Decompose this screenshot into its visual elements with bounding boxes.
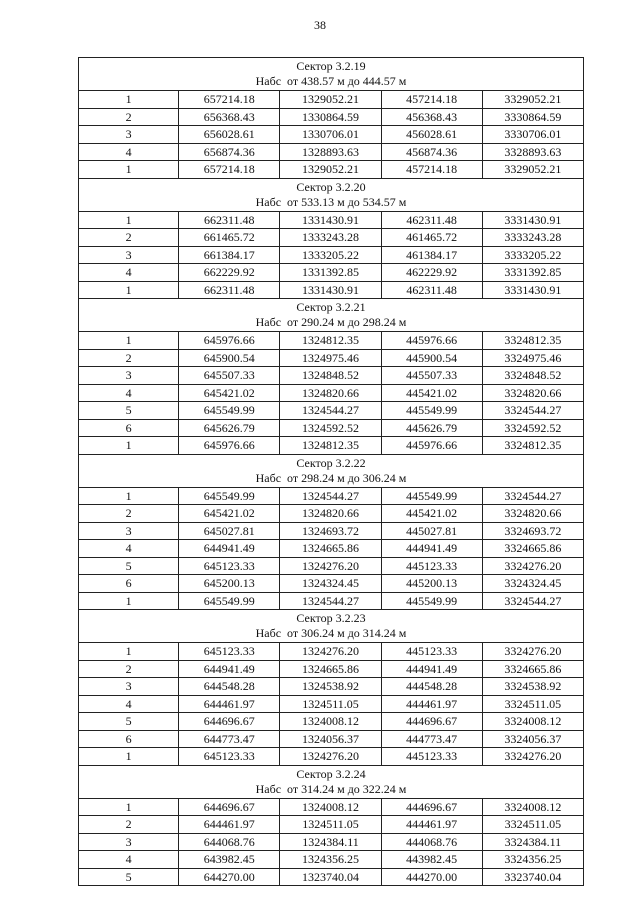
point-number-cell: 1	[79, 91, 179, 109]
coord-y2-cell: 3324056.37	[482, 730, 583, 748]
coord-x-cell: 644270.00	[179, 868, 280, 886]
coord-y-cell: 1324008.12	[280, 713, 381, 731]
coord-x-cell: 645900.54	[179, 349, 280, 367]
coord-y-cell: 1324848.52	[280, 367, 381, 385]
coord-y2-cell: 3328893.63	[482, 143, 583, 161]
coordinates-table-body	[79, 58, 584, 886]
coord-x-cell: 662311.48	[179, 281, 280, 299]
coord-y2-cell: 3324693.72	[482, 522, 583, 540]
table-row	[79, 643, 584, 661]
coord-y-cell: 1324812.35	[280, 332, 381, 350]
sector-height-range: Набс от 438.57 м до 444.57 м	[255, 74, 407, 88]
table-row	[79, 229, 584, 247]
table-row	[79, 161, 584, 179]
point-number-cell: 1	[79, 332, 179, 350]
table-row	[79, 592, 584, 610]
point-number-cell: 6	[79, 730, 179, 748]
sector-height-range: Набс от 306.24 м до 314.24 м	[255, 626, 407, 640]
coord-y2-cell: 3324511.05	[482, 695, 583, 713]
table-row	[79, 264, 584, 282]
point-number-cell: 5	[79, 557, 179, 575]
coord-y-cell: 1324820.66	[280, 384, 381, 402]
coord-y-cell: 1324820.66	[280, 505, 381, 523]
coord-x2-cell: 445421.02	[381, 384, 482, 402]
coord-x2-cell: 444696.67	[381, 713, 482, 731]
coord-y-cell: 1324544.27	[280, 402, 381, 420]
coord-x2-cell: 456028.61	[381, 126, 482, 144]
coord-y-cell: 1331430.91	[280, 211, 381, 229]
coord-x2-cell: 445549.99	[381, 592, 482, 610]
point-number-cell: 4	[79, 851, 179, 869]
table-row	[79, 402, 584, 420]
sector-header	[79, 765, 584, 798]
sector-title: Сектор 3.2.24	[296, 766, 366, 781]
coord-x-cell: 657214.18	[179, 91, 280, 109]
coord-x-cell: 644068.76	[179, 833, 280, 851]
sector-header	[79, 58, 584, 91]
point-number-cell: 1	[79, 643, 179, 661]
coord-y-cell: 1323740.04	[280, 868, 381, 886]
coord-x-cell: 645123.33	[179, 557, 280, 575]
coord-x2-cell: 444773.47	[381, 730, 482, 748]
coord-y2-cell: 3333243.28	[482, 229, 583, 247]
point-number-cell: 1	[79, 211, 179, 229]
table-row	[79, 349, 584, 367]
point-number-cell: 4	[79, 695, 179, 713]
coord-x-cell: 644461.97	[179, 695, 280, 713]
sector-header-row	[79, 610, 584, 643]
sector-height-range: Набс от 533.13 м до 534.57 м	[255, 194, 407, 209]
coord-y-cell: 1324812.35	[280, 437, 381, 455]
sector-title: Сектор 3.2.22	[296, 455, 366, 470]
sector-height-range: Набс от 298.24 м до 306.24 м	[255, 470, 407, 485]
coord-y2-cell: 3324324.45	[482, 575, 583, 593]
sector-title: Сектор 3.2.20	[296, 179, 366, 194]
coord-y-cell: 1328893.63	[280, 143, 381, 161]
coord-y-cell: 1324511.05	[280, 816, 381, 834]
coord-x-cell: 645123.33	[179, 748, 280, 766]
sector-header	[79, 178, 584, 211]
coord-x2-cell: 445900.54	[381, 349, 482, 367]
coord-y-cell: 1333205.22	[280, 246, 381, 264]
sector-header	[79, 454, 584, 487]
coord-y2-cell: 3329052.21	[482, 161, 583, 179]
coordinates-table	[78, 57, 584, 886]
coord-y-cell: 1324665.86	[280, 540, 381, 558]
coord-y-cell: 1331430.91	[280, 281, 381, 299]
coord-x-cell: 656368.43	[179, 108, 280, 126]
table-row	[79, 487, 584, 505]
coord-y2-cell: 3329052.21	[482, 91, 583, 109]
coord-y-cell: 1331392.85	[280, 264, 381, 282]
coord-y2-cell: 3324812.35	[482, 437, 583, 455]
coord-x2-cell: 444941.49	[381, 540, 482, 558]
table-row	[79, 143, 584, 161]
coord-x2-cell: 445027.81	[381, 522, 482, 540]
point-number-cell: 1	[79, 592, 179, 610]
table-row	[79, 246, 584, 264]
coord-y2-cell: 3324665.86	[482, 540, 583, 558]
coord-x2-cell: 456368.43	[381, 108, 482, 126]
coord-x2-cell: 457214.18	[381, 161, 482, 179]
coord-y2-cell: 3324848.52	[482, 367, 583, 385]
point-number-cell: 1	[79, 798, 179, 816]
table-row	[79, 437, 584, 455]
coord-x2-cell: 444548.28	[381, 678, 482, 696]
sector-header-row	[79, 58, 584, 91]
coord-x-cell: 661384.17	[179, 246, 280, 264]
coord-x-cell: 645549.99	[179, 487, 280, 505]
table-row	[79, 126, 584, 144]
coord-x2-cell: 444696.67	[381, 798, 482, 816]
coord-x-cell: 662229.92	[179, 264, 280, 282]
point-number-cell: 5	[79, 402, 179, 420]
coord-y2-cell: 3331392.85	[482, 264, 583, 282]
coord-y2-cell: 3324511.05	[482, 816, 583, 834]
coord-x2-cell: 444068.76	[381, 833, 482, 851]
table-row	[79, 748, 584, 766]
coord-y2-cell: 3324538.92	[482, 678, 583, 696]
point-number-cell: 2	[79, 505, 179, 523]
coord-y-cell: 1324324.45	[280, 575, 381, 593]
coord-x-cell: 645976.66	[179, 332, 280, 350]
coord-y-cell: 1330706.01	[280, 126, 381, 144]
coord-x-cell: 661465.72	[179, 229, 280, 247]
point-number-cell: 2	[79, 816, 179, 834]
table-row	[79, 713, 584, 731]
coord-y-cell: 1324665.86	[280, 660, 381, 678]
coord-x2-cell: 445626.79	[381, 419, 482, 437]
coord-x-cell: 644773.47	[179, 730, 280, 748]
sector-header-row	[79, 299, 584, 332]
point-number-cell: 3	[79, 522, 179, 540]
coord-x2-cell: 445421.02	[381, 505, 482, 523]
coord-x2-cell: 445976.66	[381, 332, 482, 350]
point-number-cell: 1	[79, 437, 179, 455]
coord-y2-cell: 3324544.27	[482, 402, 583, 420]
coord-x2-cell: 462229.92	[381, 264, 482, 282]
sector-height-range: Набс от 290.24 м до 298.24 м	[255, 315, 407, 329]
coord-x2-cell: 461384.17	[381, 246, 482, 264]
table-row	[79, 730, 584, 748]
sector-header-row	[79, 454, 584, 487]
table-row	[79, 695, 584, 713]
point-number-cell: 5	[79, 868, 179, 886]
coord-x-cell: 656028.61	[179, 126, 280, 144]
coord-y-cell: 1324008.12	[280, 798, 381, 816]
coord-y-cell: 1330864.59	[280, 108, 381, 126]
coord-y-cell: 1324538.92	[280, 678, 381, 696]
coord-x-cell: 645626.79	[179, 419, 280, 437]
coord-x2-cell: 445549.99	[381, 487, 482, 505]
sector-title: Сектор 3.2.21	[296, 300, 366, 314]
coord-y-cell: 1324544.27	[280, 592, 381, 610]
coord-x2-cell: 444461.97	[381, 695, 482, 713]
coord-x-cell: 645027.81	[179, 522, 280, 540]
table-row	[79, 833, 584, 851]
table-row	[79, 505, 584, 523]
coord-y-cell: 1324356.25	[280, 851, 381, 869]
coord-y2-cell: 3323740.04	[482, 868, 583, 886]
table-row	[79, 816, 584, 834]
coord-y-cell: 1324544.27	[280, 487, 381, 505]
coord-y-cell: 1324276.20	[280, 557, 381, 575]
coord-x2-cell: 445507.33	[381, 367, 482, 385]
table-row	[79, 868, 584, 886]
coord-x-cell: 645421.02	[179, 505, 280, 523]
sector-title: Сектор 3.2.19	[296, 59, 366, 73]
table-row	[79, 281, 584, 299]
point-number-cell: 1	[79, 748, 179, 766]
coord-x2-cell: 445123.33	[381, 748, 482, 766]
coord-y2-cell: 3331430.91	[482, 211, 583, 229]
table-row	[79, 332, 584, 350]
point-number-cell: 3	[79, 833, 179, 851]
coord-x-cell: 645549.99	[179, 592, 280, 610]
coord-x2-cell: 462311.48	[381, 281, 482, 299]
coord-y2-cell: 3330706.01	[482, 126, 583, 144]
coord-x-cell: 662311.48	[179, 211, 280, 229]
coord-y2-cell: 3324384.11	[482, 833, 583, 851]
point-number-cell: 1	[79, 281, 179, 299]
coord-x2-cell: 457214.18	[381, 91, 482, 109]
table-row	[79, 211, 584, 229]
coord-y2-cell: 3324820.66	[482, 505, 583, 523]
coord-x-cell: 644461.97	[179, 816, 280, 834]
coord-y-cell: 1329052.21	[280, 161, 381, 179]
point-number-cell: 3	[79, 678, 179, 696]
coord-x2-cell: 462311.48	[381, 211, 482, 229]
point-number-cell: 4	[79, 384, 179, 402]
coord-x2-cell: 444461.97	[381, 816, 482, 834]
coord-x2-cell: 445549.99	[381, 402, 482, 420]
coord-y2-cell: 3324276.20	[482, 748, 583, 766]
coord-x2-cell: 445123.33	[381, 557, 482, 575]
point-number-cell: 3	[79, 367, 179, 385]
coord-x-cell: 645421.02	[179, 384, 280, 402]
page-number: 38	[314, 18, 326, 32]
point-number-cell: 6	[79, 419, 179, 437]
coord-y-cell: 1329052.21	[280, 91, 381, 109]
table-row	[79, 108, 584, 126]
coord-y2-cell: 3324008.12	[482, 713, 583, 731]
table-row	[79, 419, 584, 437]
coord-x2-cell: 456874.36	[381, 143, 482, 161]
point-number-cell: 2	[79, 349, 179, 367]
coord-x2-cell: 444270.00	[381, 868, 482, 886]
sector-title: Сектор 3.2.23	[296, 611, 366, 625]
coord-y-cell: 1324056.37	[280, 730, 381, 748]
coord-y2-cell: 3324276.20	[482, 643, 583, 661]
table-row	[79, 384, 584, 402]
coord-x-cell: 644696.67	[179, 798, 280, 816]
coord-y2-cell: 3324008.12	[482, 798, 583, 816]
coord-y2-cell: 3324592.52	[482, 419, 583, 437]
table-row	[79, 678, 584, 696]
coord-y2-cell: 3324276.20	[482, 557, 583, 575]
coord-y2-cell: 3324544.27	[482, 487, 583, 505]
point-number-cell: 5	[79, 713, 179, 731]
coord-x2-cell: 445123.33	[381, 643, 482, 661]
coord-y-cell: 1324975.46	[280, 349, 381, 367]
coord-x-cell: 657214.18	[179, 161, 280, 179]
coord-y2-cell: 3324975.46	[482, 349, 583, 367]
table-row	[79, 367, 584, 385]
point-number-cell: 6	[79, 575, 179, 593]
table-row	[79, 575, 584, 593]
coord-x-cell: 645123.33	[179, 643, 280, 661]
coord-y-cell: 1324276.20	[280, 748, 381, 766]
point-number-cell: 4	[79, 264, 179, 282]
coord-y2-cell: 3333205.22	[482, 246, 583, 264]
sector-header-row	[79, 765, 584, 798]
coord-x-cell: 656874.36	[179, 143, 280, 161]
sector-header	[79, 299, 584, 332]
coord-x2-cell: 444941.49	[381, 660, 482, 678]
point-number-cell: 2	[79, 660, 179, 678]
coord-x-cell: 645507.33	[179, 367, 280, 385]
coord-y2-cell: 3324665.86	[482, 660, 583, 678]
table-row	[79, 851, 584, 869]
coord-x-cell: 644548.28	[179, 678, 280, 696]
sector-height-range: Набс от 314.24 м до 322.24 м	[255, 781, 407, 796]
coord-x2-cell: 445976.66	[381, 437, 482, 455]
coord-x2-cell: 461465.72	[381, 229, 482, 247]
table-row	[79, 557, 584, 575]
coord-y-cell: 1324384.11	[280, 833, 381, 851]
coord-x-cell: 644941.49	[179, 660, 280, 678]
point-number-cell: 3	[79, 126, 179, 144]
point-number-cell: 4	[79, 540, 179, 558]
coord-y2-cell: 3324820.66	[482, 384, 583, 402]
coord-x2-cell: 445200.13	[381, 575, 482, 593]
coord-x2-cell: 443982.45	[381, 851, 482, 869]
coord-y2-cell: 3324544.27	[482, 592, 583, 610]
coord-y-cell: 1324276.20	[280, 643, 381, 661]
coord-x-cell: 643982.45	[179, 851, 280, 869]
point-number-cell: 1	[79, 161, 179, 179]
coord-x-cell: 645549.99	[179, 402, 280, 420]
coord-y-cell: 1324693.72	[280, 522, 381, 540]
sector-header-row	[79, 178, 584, 211]
table-row	[79, 540, 584, 558]
coord-x-cell: 645200.13	[179, 575, 280, 593]
coord-x-cell: 644696.67	[179, 713, 280, 731]
coord-y-cell: 1324592.52	[280, 419, 381, 437]
point-number-cell: 4	[79, 143, 179, 161]
table-row	[79, 522, 584, 540]
sector-header	[79, 610, 584, 643]
coord-y2-cell: 3324812.35	[482, 332, 583, 350]
table-row	[79, 660, 584, 678]
coord-y2-cell: 3330864.59	[482, 108, 583, 126]
coord-x-cell: 645976.66	[179, 437, 280, 455]
coord-y2-cell: 3324356.25	[482, 851, 583, 869]
point-number-cell: 2	[79, 108, 179, 126]
point-number-cell: 3	[79, 246, 179, 264]
coord-y-cell: 1324511.05	[280, 695, 381, 713]
point-number-cell: 2	[79, 229, 179, 247]
coord-x-cell: 644941.49	[179, 540, 280, 558]
coord-y-cell: 1333243.28	[280, 229, 381, 247]
point-number-cell: 1	[79, 487, 179, 505]
table-row	[79, 798, 584, 816]
coord-y2-cell: 3331430.91	[482, 281, 583, 299]
table-row	[79, 91, 584, 109]
